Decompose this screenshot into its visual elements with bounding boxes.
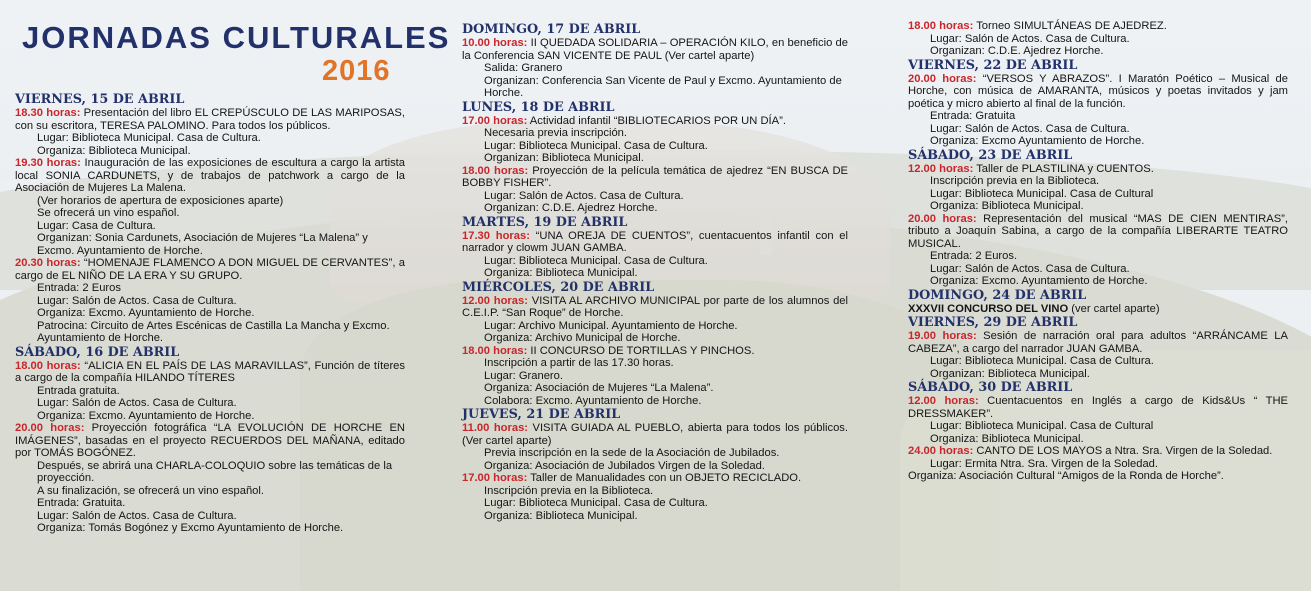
page-title: JORNADAS CULTURALES (22, 20, 451, 55)
event: 17.00 horas: Taller de Manualidades con un OBJETO RECICLADO. (462, 472, 802, 484)
day-heading: DOMINGO, 24 DE ABRIL (908, 287, 1087, 303)
day-heading: MARTES, 19 DE ABRIL (462, 214, 628, 230)
event: 11.00 horas: VISITA GUIADA AL PUEBLO, abierta para todos los públicos. (Ver cartel aparte) (462, 422, 848, 447)
event: 20.00 horas: “VERSOS Y ABRAZOS”. I Maratón Poético – Musical de Horche, con música de AMARANTA, músicos y poetas invitados y jam poética y micro abierto al final de la función. (908, 72, 1288, 110)
event: 20.30 horas: “HOMENAJE FLAMENCO A DON MIGUEL DE CERVANTES”, a cargo de EL NIÑO DE LA ERA Y SU GRUPO. (15, 257, 406, 282)
event: 17.00 horas: Actividad infantil “BIBLIOTECARIOS POR UN DÍA”. (462, 114, 786, 127)
event: 18.00 horas: II CONCURSO DE TORTILLAS Y PINCHOS. (462, 344, 755, 357)
event: 20.00 horas: Proyección fotográfica “LA EVOLUCIÓN DE HORCHE EN IMÁGENES”, basadas en el proyecto RECUERDOS DEL MAÑANA, editado por TOMÁS BOGÓNEZ. (15, 422, 405, 459)
day-heading: SÁBADO, 16 DE ABRIL (15, 344, 180, 360)
column-1: VIERNES, 15 DE ABRIL 18.30 horas: Presentación del libro EL CREPÚSCULO DE LAS MARIPOSAS, con su escritora, TERESA PALOMINO. Para todos los públicos. Lugar: Biblioteca Municipal. Casa de Cultura. Organiza: Biblioteca Municipal. 19.30 horas: Inauguración de las exposiciones de escultura a cargo la artista local SONIA CARDUNETS, y de trabajos de patchwork a cargo de la Asociación de Mujeres La Malena. (Ver horarios de apertura de exposiciones aparte) Se ofrecerá un vino español. Lugar: Casa de Cultura. Organizan: Sonia Cardunets, Asociación de Mujeres “La Malena” y Excmo. Ayuntamiento de Horche. 20.30 horas: “HOMENAJE FLAMENCO A DON MIGUEL DE CERVANTES”, a cargo de EL NIÑO DE LA ERA Y SU GRUPO. Entrada: 2 Euros Lugar: Salón de Actos. Casa de Cultura. Organiza: Excmo. Ayuntamiento de Horche. Patrocina: Circuito de Artes Escénicas de Castilla La Mancha y Excmo. Ayuntamiento de Horche. SÁBADO, 16 DE ABRIL 18.00 horas: “ALICIA EN EL PAÍS DE LAS MARAVILLAS”, Función de títeres a cargo de la compañía HILANDO TÍTERES Entrada gratuita. Lugar: Salón de Actos. Casa de Cultura. Organiza: Excmo. Ayuntamiento de Horche. 20.00 horas: Proyección fotográfica “LA EVOLUCIÓN DE HORCHE EN IMÁGENES”, basadas en el proyecto RECUERDOS DEL MAÑANA, editado por TOMÁS BOGÓNEZ. Después, se abrirá una CHARLA-COLOQUIO sobre las temáticas de la proyección. A su finalización, se ofrecerá un vino español. Entrada: Gratuita. Lugar: Salón de Actos. Casa de Cultura. Organiza: Tomás Bogónez y Excmo Ayuntamiento de Horche. (15, 92, 406, 534)
column-3: 18.00 horas: Torneo SIMULTÁNEAS DE AJEDREZ. Lugar: Salón de Actos. Casa de Cultura. Organizan: C.D.E. Ajedrez Horche. VIERNES, 22 DE ABRIL 20.00 horas: “VERSOS Y ABRAZOS”. I Maratón Poético – Musical de Horche, con música de AMARANTA, músicos y poetas invitados y jam poética y micro abierto al final de la función. Entrada: Gratuita Lugar: Salón de Actos. Casa de Cultura. Organiza: Excmo Ayuntamiento de Horche. SÁBADO, 23 DE ABRIL 12.00 horas: Taller de PLASTILINA y CUENTOS. Inscripción previa en la Biblioteca. Lugar: Biblioteca Municipal. Casa de Cultural Organiza: Biblioteca Municipal. 20.00 horas: Representación del musical “MAS DE CIEN MENTIRAS”, tributo a Joaquín Sabina, a cargo de la compañía LIBERARTE TEATRO MUSICAL. Entrada: 2 Euros. Lugar: Salón de Actos. Casa de Cultura. Organiza: Excmo. Ayuntamiento de Horche. DOMINGO, 24 DE ABRIL XXXVII CONCURSO DEL VINO (ver cartel aparte) VIERNES, 29 DE ABRIL 19.00 horas: Sesión de narración oral para adultos “ARRÁNCAME LA CABEZA”, a cargo del narrador JUAN GAMBA. Lugar: Biblioteca Municipal. Casa de Cultura. Organizan: Biblioteca Municipal. SÁBADO, 30 DE ABRIL 12.00 horas: Cuentacuentos en Inglés a cargo de Kids&Us “ THE DRESSMAKER”. Lugar: Biblioteca Municipal. Casa de Cultural Organiza: Biblioteca Municipal. 24.00 horas: CANTO DE LOS MAYOS a Ntra. Sra. Virgen de la Soledad. Lugar: Ermita Ntra. Sra. Virgen de la Soledad. Organiza: Asociación Cultural “Amigos de la Ronda de Horche”. (908, 20, 1288, 482)
event: 24.00 horas: CANTO DE LOS MAYOS a Ntra. Sra. Virgen de la Soledad. (908, 445, 1273, 457)
event: 18.00 horas: Proyección de la película temática de ajedrez “EN BUSCA DE BOBBY FISHER”. (462, 164, 848, 189)
day-heading: JUEVES, 21 DE ABRIL (462, 407, 621, 422)
event: 19.30 horas: Inauguración de las exposiciones de escultura a cargo la artista local SONIA CARDUNETS, y de trabajos de patchwork a cargo de la Asociación de Mujeres La Malena. (15, 157, 405, 194)
event: 20.00 horas: Representación del musical “MAS DE CIEN MENTIRAS”, tributo a Joaquín Sabina, a cargo de la compañía LIBERARTE TEATRO MUSICAL. (908, 212, 1288, 250)
event: 12.00 horas: Cuentacuentos en Inglés a cargo de Kids&Us “ THE DRESSMAKER”. (908, 395, 1288, 420)
event: 12.00 horas: Taller de PLASTILINA y CUENTOS. (908, 162, 1154, 175)
day-heading: VIERNES, 22 DE ABRIL (908, 57, 1078, 73)
event: 18.00 horas: “ALICIA EN EL PAÍS DE LAS MARAVILLAS”, Función de títeres a cargo de la compañía HILANDO TÍTERES (15, 359, 405, 384)
day-heading: SÁBADO, 30 DE ABRIL (908, 380, 1073, 395)
page-year: 2016 (322, 55, 391, 87)
event: 18.30 horas: Presentación del libro EL CREPÚSCULO DE LAS MARIPOSAS, con su escritora, TERESA PALOMINO. Para todos los públicos. (15, 107, 406, 132)
event: 12.00 horas: VISITA AL ARCHIVO MUNICIPAL por parte de los alumnos del C.E.I.P. “San Roque” de Horche. (462, 294, 848, 319)
day-heading: DOMINGO, 17 DE ABRIL (462, 22, 641, 37)
event: 17.30 horas: “UNA OREJA DE CUENTOS”, cuentacuentos infantil con el narrador y clowm JUAN GAMBA. (462, 229, 848, 254)
day-heading: LUNES, 18 DE ABRIL (462, 99, 615, 115)
event: 19.00 horas: Sesión de narración oral para adultos “ARRÁNCAME LA CABEZA”, a cargo del narrador JUAN GAMBA. (908, 330, 1288, 355)
day-heading: VIERNES, 29 DE ABRIL (908, 315, 1078, 330)
day-heading: VIERNES, 15 DE ABRIL (15, 92, 185, 107)
event: 10.00 horas: II QUEDADA SOLIDARIA – OPERACIÓN KILO, en beneficio de la Conferencia SAN VICENTE DE PAUL (Ver cartel aparte) (462, 37, 848, 62)
day-heading: SÁBADO, 23 DE ABRIL (908, 147, 1073, 163)
event: 18.00 horas: Torneo SIMULTÁNEAS DE AJEDREZ. (908, 20, 1167, 32)
day-heading: MIÉRCOLES, 20 DE ABRIL (462, 279, 655, 295)
column-2: DOMINGO, 17 DE ABRIL 10.00 horas: II QUEDADA SOLIDARIA – OPERACIÓN KILO, en beneficio de la Conferencia SAN VICENTE DE PAUL (Ver cartel aparte) Salida: Granero Organizan: Conferencia San Vicente de Paul y Excmo. Ayuntamiento de Horche. LUNES, 18 DE ABRIL 17.00 horas: Actividad infantil “BIBLIOTECARIOS POR UN DÍA”. Necesaria previa inscripción. Lugar: Biblioteca Municipal. Casa de Cultura. Organizan: Biblioteca Municipal. 18.00 horas: Proyección de la película temática de ajedrez “EN BUSCA DE BOBBY FISHER”. Lugar: Salón de Actos. Casa de Cultura. Organizan: C.D.E. Ajedrez Horche. MARTES, 19 DE ABRIL 17.30 horas: “UNA OREJA DE CUENTOS”, cuentacuentos infantil con el narrador y clowm JUAN GAMBA. Lugar: Biblioteca Municipal. Casa de Cultura. Organiza: Biblioteca Municipal. MIÉRCOLES, 20 DE ABRIL 12.00 horas: VISITA AL ARCHIVO MUNICIPAL por parte de los alumnos del C.E.I.P. “San Roque” de Horche. Lugar: Archivo Municipal. Ayuntamiento de Horche. Organiza: Archivo Municipal de Horche. 18.00 horas: II CONCURSO DE TORTILLAS Y PINCHOS. Inscripción a partir de las 17.30 horas. Lugar: Granero. Organiza: Asociación de Mujeres “La Malena”. Colabora: Excmo. Ayuntamiento de Horche. JUEVES, 21 DE ABRIL 11.00 horas: VISITA GUIADA AL PUEBLO, abierta para todos los públicos. (Ver cartel aparte) Previa inscripción en la sede de la Asociación de Jubilados. Organiza: Asociación de Jubilados Virgen de la Soledad. 17.00 horas: Taller de Manualidades con un OBJETO RECICLADO. Inscripción previa en la Biblioteca. Lugar: Biblioteca Municipal. Casa de Cultura. Organiza: Biblioteca Municipal. (462, 22, 848, 522)
event: XXXVII CONCURSO DEL VINO (ver cartel aparte) (908, 302, 1160, 315)
